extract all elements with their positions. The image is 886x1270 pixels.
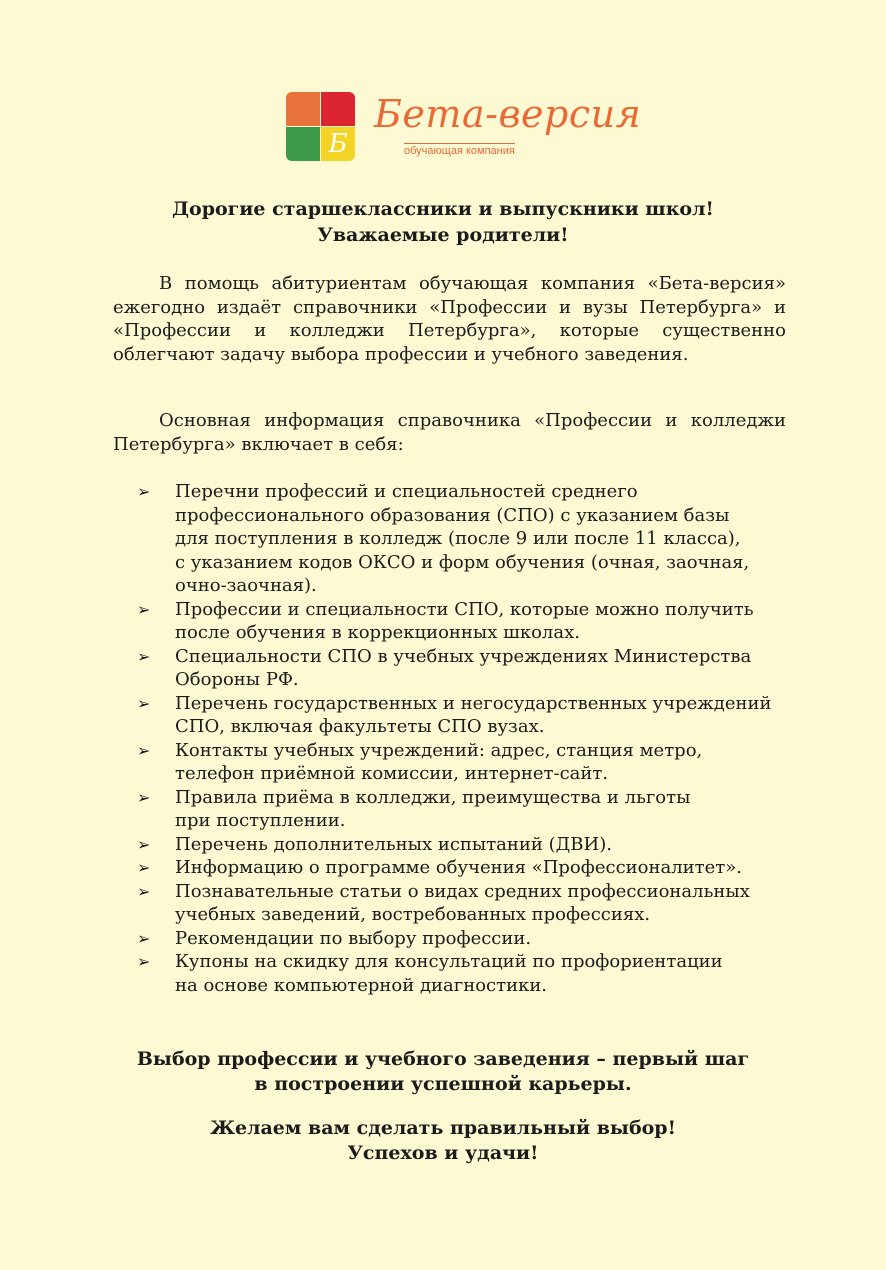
arrowhead-bullet-icon: ➢ [137, 881, 151, 901]
arrowhead-bullet-icon: ➢ [137, 858, 151, 877]
list-item-text-line: Профессии и специальности СПО, которые можно получить [175, 598, 754, 620]
arrowhead-bullet-icon: ➢ [137, 482, 151, 501]
contents-intro-paragraph: Основная информация справочника «Профессии и колледжи Петербурга» включает в себя: [113, 410, 786, 455]
closing-line-4: Успехов и удачи! [347, 1142, 539, 1164]
greeting-line-1: Дорогие старшеклассники и выпускники школ! [172, 198, 714, 220]
list-item-text-line: после обучения в коррекционных школах. [175, 622, 580, 643]
list-item-text-line: Рекомендации по выбору профессии. [175, 927, 532, 949]
arrowhead-bullet-icon: ➢ [137, 787, 151, 807]
logo-square-green [286, 127, 320, 161]
list-item-text-line: учебных заведений, востребованных профессиях. [175, 904, 651, 925]
closing-line-1: Выбор профессии и учебного заведения – первый шаг [136, 1048, 750, 1070]
list-item-text-line: Информацию о программе обучения «Профессионалитет». [175, 857, 742, 878]
list-item-text-line: Познавательные статьи о видах средних профессиональных [175, 880, 750, 902]
arrowhead-bullet-icon: ➢ [137, 646, 151, 666]
list-item-text-line: профессионального образования (СПО) с указанием базы [175, 504, 730, 526]
logo-company-name: Бета-версия [374, 92, 642, 136]
arrowhead-bullet-icon: ➢ [137, 740, 151, 760]
greeting-line-2: Уважаемые родители! [317, 224, 569, 246]
closing-statement [0, 1047, 886, 1097]
list-item [137, 645, 787, 692]
list-item [137, 833, 787, 857]
list-item-text-line: Обороны РФ. [175, 669, 299, 690]
arrowhead-bullet-icon: ➢ [137, 599, 151, 619]
list-item-text-line: Купоны на скидку для консультаций по профориентации [175, 951, 723, 972]
list-item-text-line: Перечни профессий и специальностей среднего [175, 481, 638, 502]
contents-list [137, 480, 787, 997]
arrowhead-bullet-icon: ➢ [137, 693, 151, 713]
arrowhead-bullet-icon: ➢ [137, 928, 151, 948]
list-item [137, 950, 787, 997]
list-item-text-line: Контакты учебных учреждений: адрес, станция метро, [175, 739, 703, 761]
list-item [137, 739, 787, 786]
arrowhead-bullet-icon: ➢ [137, 834, 151, 854]
list-item-text-line: Правила приёма в колледжи, преимущества и льготы [175, 786, 691, 808]
list-item-text-line: на основе компьютерной диагностики. [175, 974, 548, 996]
greeting-heading [0, 196, 886, 248]
list-item [137, 927, 787, 951]
list-item-text-line: с указанием кодов ОКСО и форм обучения (очная, заочная, [175, 551, 750, 573]
list-item-text-line: Специальности СПО в учебных учреждениях Министерства [175, 645, 752, 667]
logo-tagline: обучающая компания [404, 145, 515, 157]
list-item-text-line: телефон приёмной комиссии, интернет-сайт. [175, 763, 609, 784]
closing-wishes [0, 1116, 886, 1166]
list-item-text-line: Перечень дополнительных испытаний (ДВИ). [175, 833, 612, 855]
list-item [137, 598, 787, 645]
list-item-text-line: СПО, включая факультеты СПО вузах. [175, 716, 545, 737]
list-item-text-line: Перечень государственных и негосударственных учреждений [175, 692, 772, 714]
list-item-text-line: при поступлении. [175, 810, 346, 831]
logo-square-red [321, 92, 355, 126]
logo-mark-letter: Б [328, 129, 348, 159]
logo-square-orange [286, 92, 320, 126]
list-item [137, 786, 787, 833]
list-item-text-line: очно-заочная). [175, 575, 317, 596]
list-item [137, 880, 787, 927]
list-item [137, 856, 787, 880]
intro-paragraph: В помощь абитуриентам обучающая компания «Бета-версия» ежегодно издаёт справочники «Профессии и вузы Петербурга» и «Профессии и колледжи Петербурга», которые существенно облегчают задачу выбора профессии и учебного заведения. [113, 273, 786, 365]
list-item-text-line: для поступления в колледж (после 9 или после 11 класса), [175, 528, 741, 549]
company-logo [286, 92, 642, 164]
list-item [137, 480, 787, 598]
closing-line-3: Желаем вам сделать правильный выбор! [210, 1117, 676, 1139]
arrowhead-bullet-icon: ➢ [137, 952, 151, 971]
list-item [137, 692, 787, 739]
closing-line-2: в построении успешной карьеры. [254, 1073, 632, 1095]
logo-mark-icon [286, 92, 355, 161]
